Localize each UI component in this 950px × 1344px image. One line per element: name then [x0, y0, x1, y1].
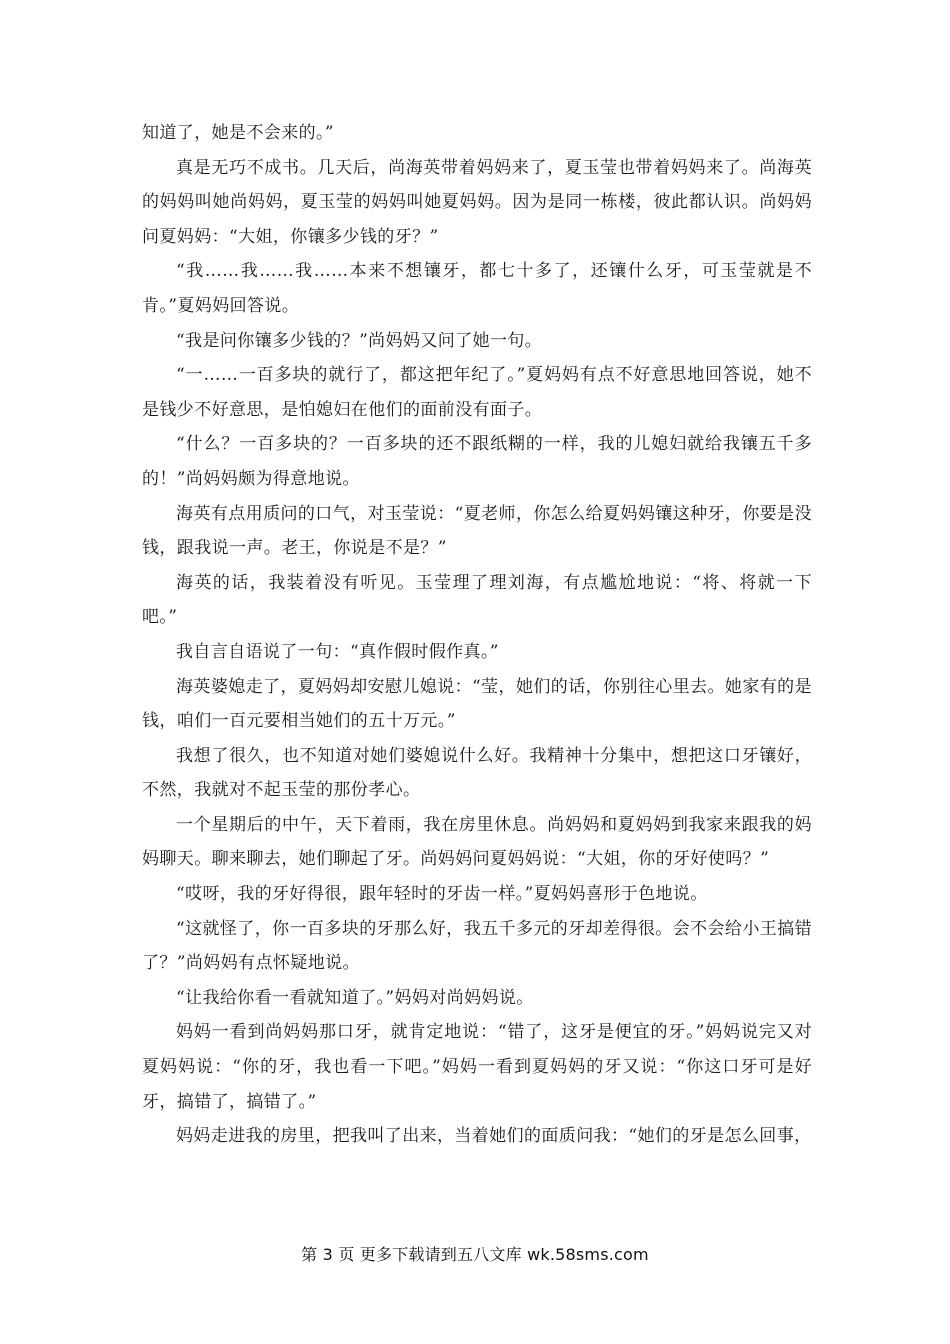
paragraph-16: 妈妈一看到尚妈妈那口牙，就肯定地说：“错了，这牙是便宜的牙。”妈妈说完又对夏妈妈说：“你的牙，我也看一下吧。”妈妈一看到夏妈妈的牙又说：“你这口牙可是好牙，搞错了，搞错了。” [142, 1022, 812, 1112]
paragraph-8: 海英的话，我装着没有听见。玉莹理了理刘海，有点尴尬地说：“将、将就一下吧。” [142, 572, 812, 628]
paragraph-1: 知道了，她是不会来的。” [142, 123, 334, 143]
paragraph-7: 海英有点用质问的口气，对玉莹说：“夏老师，你怎么给夏妈妈镶这种牙，你要是没钱，跟我说一声。老王，你说是不是？” [142, 503, 812, 559]
paragraph-9: 我自言自语说了一句：“真作假时假作真。” [176, 641, 499, 662]
paragraph-2: 真是无巧不成书。几天后，尚海英带着妈妈来了，夏玉莹也带着妈妈来了。尚海英的妈妈叫她尚妈妈，夏玉莹的妈妈叫她夏妈妈。因为是同一栋楼，彼此都认识。尚妈妈问夏妈妈：“大姐，你镶多少钱的牙？” [142, 157, 812, 247]
paragraph-10: 海英婆媳走了，夏妈妈却安慰儿媳说：“莹，她们的话，你别往心里去。她家有的是钱，咱们一百元要相当她们的五十万元。” [142, 676, 812, 732]
paragraph-15: “让我给你看一看就知道了。”妈妈对尚妈妈说。 [176, 987, 534, 1008]
page-footer: 第 3 页 更多下载请到五八文库 wk.58sms.com [301, 1245, 649, 1264]
paragraph-13: “哎呀，我的牙好得很，跟年轻时的牙齿一样。”夏妈妈喜形于色地说。 [176, 884, 708, 905]
paragraph-5: “一……一百多块的就行了，都这把年纪了。”夏妈妈有点不好意思地回答说，她不是钱少不好意思，是怕媳妇在他们的面前没有面子。 [142, 365, 812, 420]
paragraph-3: “我……我……我……本来不想镶牙，都七十多了，还镶什么牙，可玉莹就是不肯。”夏妈妈回答说。 [142, 261, 812, 316]
paragraph-14: “这就怪了，你一百多块的牙那么好，我五千多元的牙却差得很。会不会给小王搞错了？”尚妈妈有点怀疑地说。 [142, 918, 812, 974]
body-text [142, 116, 812, 1154]
paragraph-4: “我是问你镶多少钱的？”尚妈妈又问了她一句。 [176, 330, 543, 351]
paragraph-11: 我想了很久，也不知道对她们婆媳说什么好。我精神十分集中，想把这口牙镶好，不然，我就对不起玉莹的那份孝心。 [142, 745, 812, 801]
paragraph-12: 一个星期后的中午，天下着雨，我在房里休息。尚妈妈和夏妈妈到我家来跟我的妈妈聊天。聊来聊去，她们聊起了牙。尚妈妈问夏妈妈说：“大姐，你的牙好使吗？” [142, 814, 812, 870]
paragraph-17: 妈妈走进我的房里，把我叫了出来，当着她们的面质问我：“她们的牙是怎么回事， [176, 1126, 812, 1147]
paragraph-6: “什么？一百多块的？一百多块的还不跟纸糊的一样，我的儿媳妇就给我镶五千多的！”尚妈妈颇为得意地说。 [142, 434, 812, 489]
